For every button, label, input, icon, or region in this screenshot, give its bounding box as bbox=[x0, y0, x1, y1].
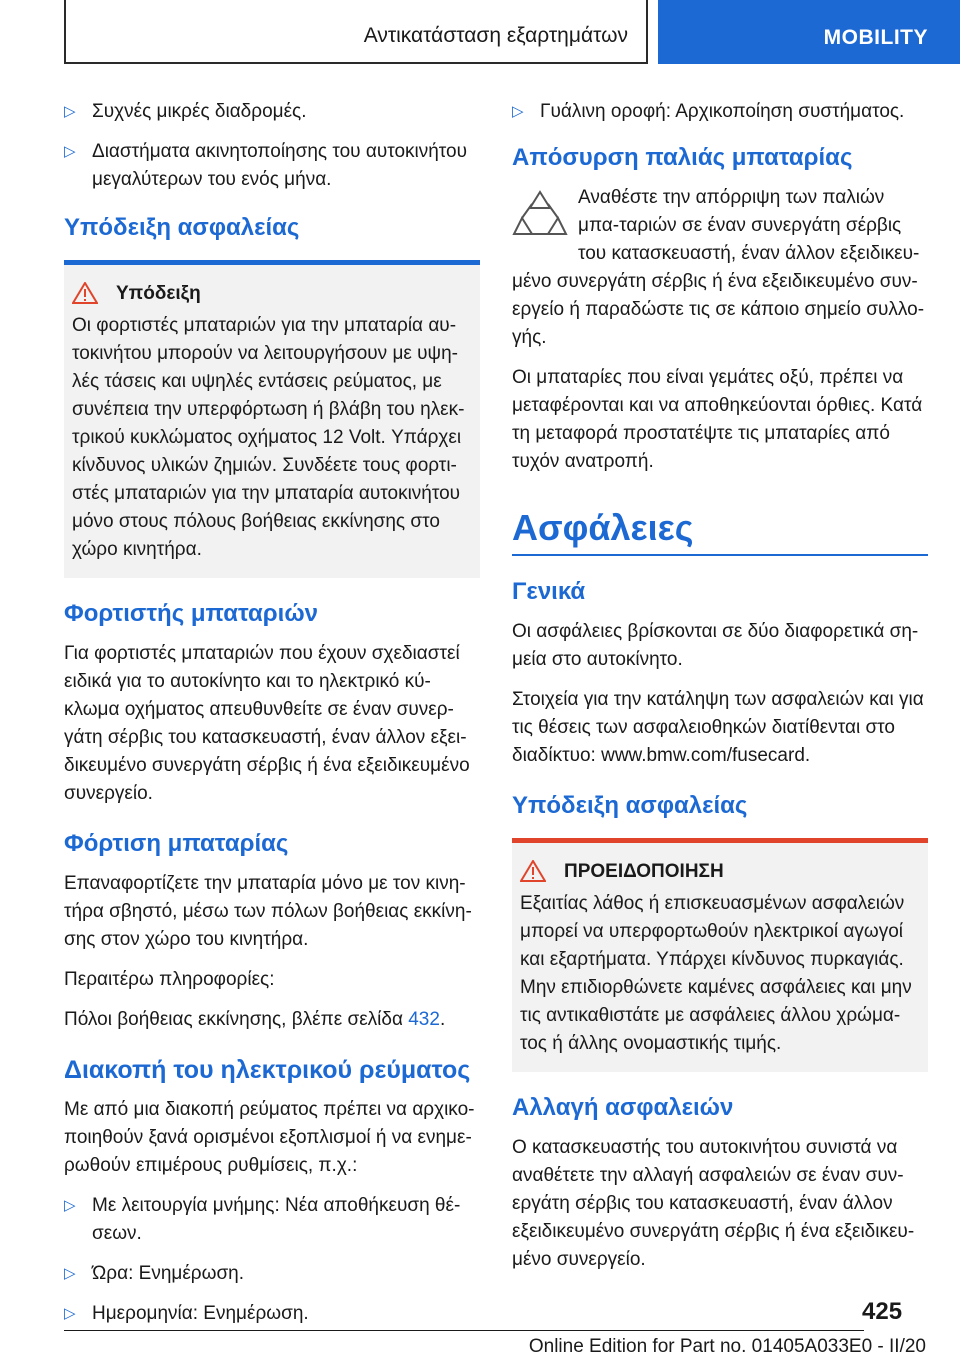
list-item: ▷ Ημερομηνία: Ενημέρωση. bbox=[64, 1300, 480, 1328]
list-item: ▷ Ώρα: Ενημέρωση. bbox=[64, 1260, 480, 1288]
notice-box bbox=[64, 264, 480, 578]
recycle-icon bbox=[512, 188, 568, 250]
page-number: 425 bbox=[862, 1298, 903, 1325]
disposal-text: Αναθέστε την απόρριψη των παλιών μπα-ταριών σε έναν συνεργάτη σέρβις του κατασκευαστή, έναν άλλον εξειδικευ-μένο συνεργάτη σέρβις ή ένα εξειδικευμένο συν-εργείο ή παραδώστε τις σε κάποιο σημείο συλλο-γής. bbox=[512, 187, 925, 348]
header-box bbox=[64, 0, 648, 64]
chargers-heading: Φορτιστής μπαταριών bbox=[64, 600, 318, 627]
general-fusecard-text: Στοιχεία για την κατάληψη των ασφαλειών και για τις θέσεις των ασφαλειοθηκών διατίθενται στο διαδίκτυο: www.bmw.com/fusecard. bbox=[512, 689, 924, 766]
chargers-text: Για φορτιστές μπαταριών που έχουν σχεδιαστεί ειδικά για το αυτοκίνητο και το ηλεκτρικό κύ-κλωμα οχήματος απευθυνθείτε σε έναν συνερ-γάτη σέρβις του κατασκευαστή, έναν άλλον εξει-δικευμένο συνεργάτη σέρβις ή ένα εξειδικευμένο συνεργείο. bbox=[64, 643, 470, 804]
list-item: ▷ Γυάλινη οροφή: Αρχικοποίηση συστήματος. bbox=[512, 98, 928, 126]
section-title: Αντικατάσταση εξαρτημάτων bbox=[363, 24, 628, 47]
bullet-triangle-icon: ▷ bbox=[64, 1305, 76, 1322]
right-column bbox=[512, 98, 928, 1286]
change-fuses-text: Ο κατασκευαστής του αυτοκινήτου συνιστά να αναθέτετε την αλλαγή ασφαλειών σε έναν συν-εργάτη σέρβις του κατασκευαστή, έναν άλλον εξειδικευμένο συνεργάτη σέρβις ή ένα εξειδικευ-μένο συνεργείο. bbox=[512, 1137, 915, 1270]
warning-triangle-icon bbox=[72, 282, 98, 304]
charging-heading: Φόρτιση μπαταρίας bbox=[64, 830, 289, 857]
bullet-triangle-icon: ▷ bbox=[64, 103, 76, 120]
more-info-label: Περαιτέρω πληροφορίες: bbox=[64, 969, 275, 990]
disposal-block bbox=[512, 184, 928, 352]
disposal-heading: Απόσυρση παλιάς μπαταρίας bbox=[512, 144, 853, 171]
fuses-title: Ασφάλειες bbox=[512, 506, 928, 556]
bullet-triangle-icon: ▷ bbox=[64, 1197, 76, 1214]
power-interruption-text: Με από μια διακοπή ρεύματος πρέπει να αρχικο-ποιηθούν ξανά ορισμένοι εξοπλισμοί ή να ενημε-ρωθούν επιμέρους ρυθμίσεις, π.χ.: bbox=[64, 1099, 475, 1176]
edition-label: Online Edition for Part no. 01405A033E0 - II/20 bbox=[528, 1336, 926, 1357]
list-item: ▷ Διαστήματα ακινητοποίησης του αυτοκινήτου μεγαλύτερων του ενός μήνα. bbox=[64, 138, 480, 194]
notice-title: Υπόδειξη bbox=[72, 280, 472, 308]
general-text: Οι ασφάλειες βρίσκονται σε δύο διαφορετικά ση-μεία στο αυτοκίνητο. bbox=[512, 621, 919, 670]
safety-heading: Υπόδειξη ασφαλείας bbox=[64, 214, 300, 241]
list-item: ▷ Με λειτουργία μνήμης: Νέα αποθήκευση θέ-σεων. bbox=[64, 1192, 480, 1248]
bullet-triangle-icon: ▷ bbox=[512, 103, 524, 120]
safety-heading-right: Υπόδειξη ασφαλείας bbox=[512, 792, 748, 819]
bullet-triangle-icon: ▷ bbox=[64, 1265, 76, 1282]
notice-text: Οι φορτιστές μπαταριών για την μπαταρία αυ-τοκινήτου μπορούν να λειτουργήσουν με υψη-λές τάσεις και υψηλές εντάσεις ρεύματος, με συνέπεια την υπερφόρτωση ή βλάβη του ηλεκ-τρικού κυκλώματος οχήματος 12 Volt. Υπάρχει κίνδυνος υλικών ζημιών. Συνδέετε τους φορτι-στές μπαταριών για την μπαταρία αυτοκινήτου μόνο στους πόλους βοήθειας εκκίνησης στο χώρο κινητήρα. bbox=[72, 315, 465, 560]
jump-start-reference: Πόλοι βοήθειας εκκίνησης, βλέπε σελίδα 432. bbox=[64, 1009, 446, 1030]
general-heading: Γενικά bbox=[512, 578, 586, 605]
change-fuses-heading: Αλλαγή ασφαλειών bbox=[512, 1094, 734, 1121]
page-link[interactable]: 432 bbox=[408, 1009, 440, 1030]
warning-text: Εξαιτίας λάθος ή επισκευασμένων ασφαλειών μπορεί να υπερφορτωθούν ηλεκτρικοί αγωγοί και εξαρτήματα. Υπάρχει κίνδυνος πυρκαγιάς. Μην επιδιορθώνετε καμένες ασφάλειες και μην τις αντικαθιστάτε με ασφάλειες άλλου χρώμα-τος ή άλλης ονομαστικής τιμής. bbox=[520, 893, 912, 1054]
warning-title: ΠΡΟΕΙΔΟΠΟΙΗΣΗ bbox=[520, 858, 920, 886]
power-interruption-heading: Διακοπή του ηλεκτρικού ρεύματος bbox=[64, 1056, 471, 1084]
list-item: ▷ Συχνές μικρές διαδρομές. bbox=[64, 98, 480, 126]
mobility-tab bbox=[658, 0, 960, 64]
warning-bar bbox=[512, 838, 928, 843]
warning-triangle-icon bbox=[520, 860, 546, 882]
left-column bbox=[64, 98, 480, 1340]
disposal-transport-text: Οι μπαταρίες που είναι γεμάτες οξύ, πρέπει να μεταφέρονται και να αποθηκεύονται όρθιες. Κατά τη μεταφορά προστατέψτε τις μπαταρίες από τυχόν ανατροπή. bbox=[512, 367, 923, 472]
charging-text: Επαναφορτίζετε την μπαταρία μόνο με τον κινη-τήρα σβηστό, μέσω των πόλων βοήθειας εκκίνη-σης στον χώρο του κινητήρα. bbox=[64, 873, 472, 950]
mobility-tab-label: MOBILITY bbox=[823, 26, 928, 49]
footer-divider bbox=[64, 1330, 864, 1331]
bullet-triangle-icon: ▷ bbox=[64, 143, 76, 160]
warning-box bbox=[512, 842, 928, 1072]
notice-bar bbox=[64, 260, 480, 265]
